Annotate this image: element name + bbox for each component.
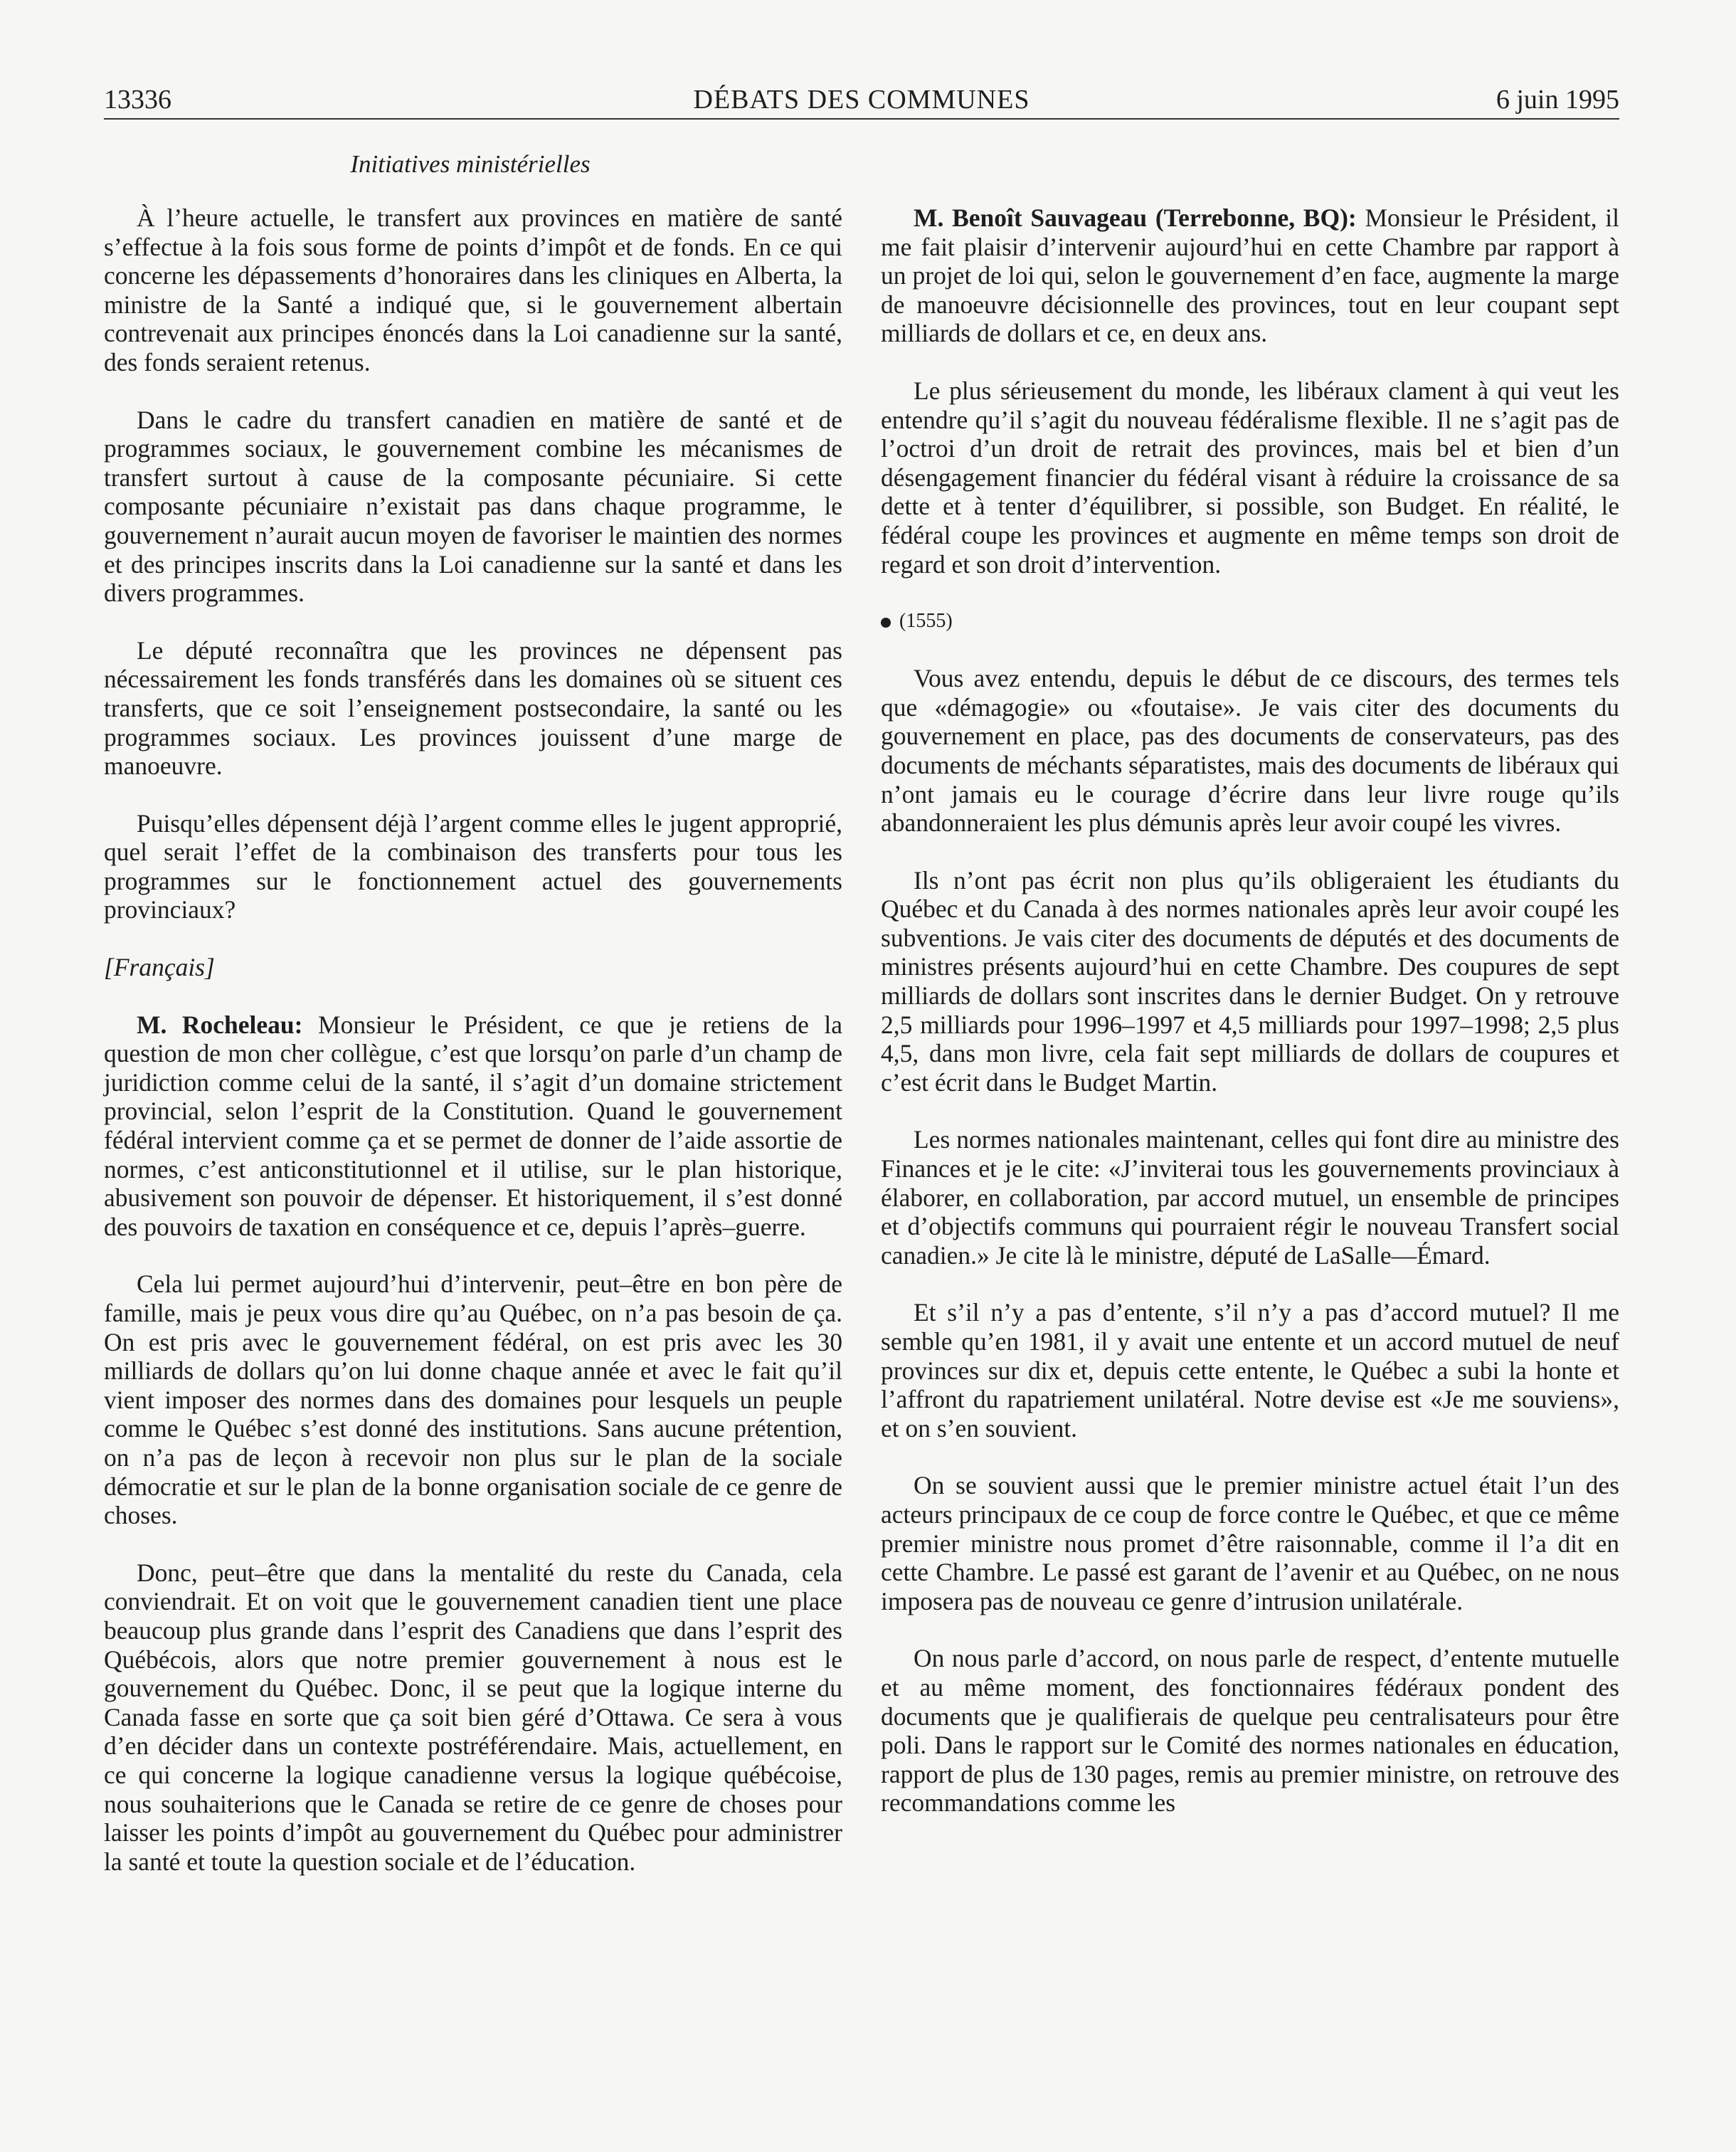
bullet-icon — [881, 618, 891, 628]
paragraph: On se souvient aussi que le premier ministre actuel était l’un des acteurs principaux de ce coup de force contre le Québec, et que ce même premier ministre nous promet d’être raisonnable, comme il l’a dit en cette Chambre. Le passé est garant de l’avenir et au Québec, on ne nous imposera pas de nouveau ce genre d’intrusion unilatérale. — [881, 1471, 1619, 1615]
speech-text: Monsieur le Président, ce que je retiens de la question de mon cher collègue, c’est que lorsqu’on parle d’un champ de juridiction comme celui de la santé, il s’agit d’un domaine strictement provincial, selon l’esprit de la Constitution. Quand le gouvernement fédéral intervient comme ça et se permet de donner de l’aide assortie de normes, c’est anticonstitutionnel et il utilise, sur le plan historique, abusivement son pouvoir de dépenser. Et historiquement, il s’est donné des pouvoirs de taxation en conséquence et ce, depuis l’après–guerre. — [104, 1010, 842, 1241]
paragraph: On nous parle d’accord, on nous parle de respect, d’entente mutuelle et au même moment, des fonctionnaires fédéraux pondent des documents que je qualifierais de quelque peu centralisateurs pour être poli. Dans le rapport sur le Comité des normes nationales en éducation, rapport de plus de 130 pages, remis au premier ministre, on retrouve des recommandations comme les — [881, 1644, 1619, 1818]
left-column — [104, 204, 842, 1904]
paragraph: Ils n’ont pas écrit non plus qu’ils obligeraient les étudiants du Québec et du Canada à des normes nationales après leur avoir coupé les subventions. Je vais citer des documents de députés et des documents de ministres présents aujourd’hui en cette Chambre. Des coupures de sept milliards de dollars sont inscrites dans le dernier Budget. On y retrouve 2,5 milliards pour 1996–1997 et 4,5 milliards pour 1997–1998; 2,5 plus 4,5, dans mon livre, cela fait sept milliards de dollars de coupures et c’est écrit dans le Budget Martin. — [881, 865, 1619, 1097]
page-number: 13336 — [104, 85, 171, 115]
publication-date: 6 juin 1995 — [1496, 85, 1619, 115]
speech-paragraph — [881, 204, 1619, 348]
paragraph: Puisqu’elles dépensent déjà l’argent comme elles le jugent approprié, quel serait l’effet de la combinaison des transferts pour tous les programmes sur le fonctionnement actuel des gouvernements provinciaux? — [104, 808, 842, 924]
speech-text: Monsieur le Président, il me fait plaisir d’intervenir aujourd’hui en cette Chambre par rapport à un projet de loi qui, selon le gouvernement d’en face, augmente la marge de manoeuvre décisionnelle des provinces, tout en leur coupant sept milliards de dollars et ce, en deux ans. — [881, 204, 1619, 348]
paragraph: Et s’il n’y a pas d’entente, s’il n’y a pas d’accord mutuel? Il me semble qu’en 1981, il y avait une entente et un accord mutuel de neuf provinces sur dix et, depuis cette entente, le Québec a subi la honte et l’affront du rapatriement unilatéral. Notre devise est «Je me souviens», et on s’en souvient. — [881, 1298, 1619, 1442]
paragraph: Vous avez entendu, depuis le début de ce discours, des termes tels que «démagogie» ou «foutaise». Je vais citer des documents du gouvernement en place, pas des documents de conservateurs, pas des documents de méchants séparatistes, mais des documents de libéraux qui n’ont jamais eu le courage d’écrire dans leur livre rouge qu’ils abandonneraient les plus démunis après leur avoir coupé les vivres. — [881, 664, 1619, 838]
section-label: Initiatives ministérielles — [350, 150, 591, 178]
paragraph: Les normes nationales maintenant, celles qui font dire au ministre des Finances et je le cite: «J’inviterai tous les gouvernements provinciaux à élaborer, en collaboration, par accord mutuel, un ensemble de principes et d’objectifs communs qui pourraient régir le nouveau Transfert social canadien.» Je cite là le ministre, député de LaSalle—Émard. — [881, 1125, 1619, 1270]
time-stamp-text: (1555) — [899, 610, 953, 633]
paragraph: À l’heure actuelle, le transfert aux provinces en matière de santé s’effectue à la fois sous forme de points d’impôt et de fonds. En ce qui concerne les dépassements d’honoraires dans les cliniques en Alberta, la ministre de la Santé a indiqué que, si le gouvernement albertain contrevenait aux principes énoncés dans la Loi canadienne sur la santé, des fonds seraient retenus. — [104, 204, 842, 376]
right-column — [881, 204, 1619, 1846]
speech-paragraph — [104, 1011, 842, 1242]
paragraph: Donc, peut–être que dans la mentalité du reste du Canada, cela conviendrait. Et on voit que le gouvernement canadien tient une place beaucoup plus grande dans l’esprit des Canadiens que dans l’esprit des Québécois, alors que notre premier gouvernement à nous est le gouvernement du Québec. Donc, il se peut que la logique interne du Canada fasse en sorte que ça soit bien géré d’Ottawa. Ce sera à vous d’en décider dans un contexte postréférendaire. Mais, actuellement, en ce qui concerne la logique canadienne versus la logique québécoise, nous souhaiterions que le Canada se retire de ce genre de choses pour laisser les points d’impôt au gouvernement du Québec pour administrer la santé et toute la question sociale et de l’éducation. — [104, 1558, 842, 1876]
language-tag: [Français] — [104, 953, 215, 982]
publication-title: DÉBATS DES COMMUNES — [693, 85, 1030, 115]
paragraph: Le plus sérieusement du monde, les libéraux clament à qui veut les entendre qu’il s’agit du nouveau fédéralisme flexible. Il ne s’agit pas de l’octroi d’un droit de retrait des provinces, mais bel et bien d’un désengagement financier du fédéral visant à réduire la croissance de sa dette et à tenter d’équilibrer, si possible, son Budget. En réalité, le fédéral coupe les provinces et augmente en même temps son droit de regard et son droit d’intervention. — [881, 376, 1619, 579]
page-header — [104, 80, 1619, 120]
time-stamp — [881, 607, 1619, 635]
paragraph: Cela lui permet aujourd’hui d’intervenir, peut–être en bon père de famille, mais je peux vous dire qu’au Québec, on n’a pas besoin de ça. On est pris avec le gouvernement fédéral, on est pris avec les 30 milliards de dollars qu’on lui donne chaque année et avec le fait qu’il vient imposer des normes dans des domaines pour lesquels un peuple comme le Québec s’est donné des institutions. Sans aucune prétention, on n’a pas de leçon à recevoir non plus sur le plan de la sociale démocratie et sur le plan de la bonne organisation sociale de ce genre de choses. — [104, 1270, 842, 1530]
paragraph: Dans le cadre du transfert canadien en matière de santé et de programmes sociaux, le gouvernement combine les mécanismes de transfert surtout à cause de la composante pécuniaire. Si cette composante pécuniaire n’existait pas dans chaque programme, le gouvernement n’aurait aucun moyen de favoriser le maintien des normes et des principes inscrits dans la Loi canadienne sur la santé et dans les divers programmes. — [104, 405, 842, 608]
header-rule — [104, 118, 1619, 120]
speaker-name: M. Benoît Sauvageau (Terrebonne, BQ): — [914, 204, 1357, 232]
speaker-name: M. Rocheleau: — [137, 1010, 303, 1039]
paragraph: Le député reconnaîtra que les provinces ne dépensent pas nécessairement les fonds transférés dans les domaines où se situent ces transferts, que ce soit l’enseignement postsecondaire, la santé ou les programmes sociaux. Les provinces jouissent d’une marge de manoeuvre. — [104, 635, 842, 781]
